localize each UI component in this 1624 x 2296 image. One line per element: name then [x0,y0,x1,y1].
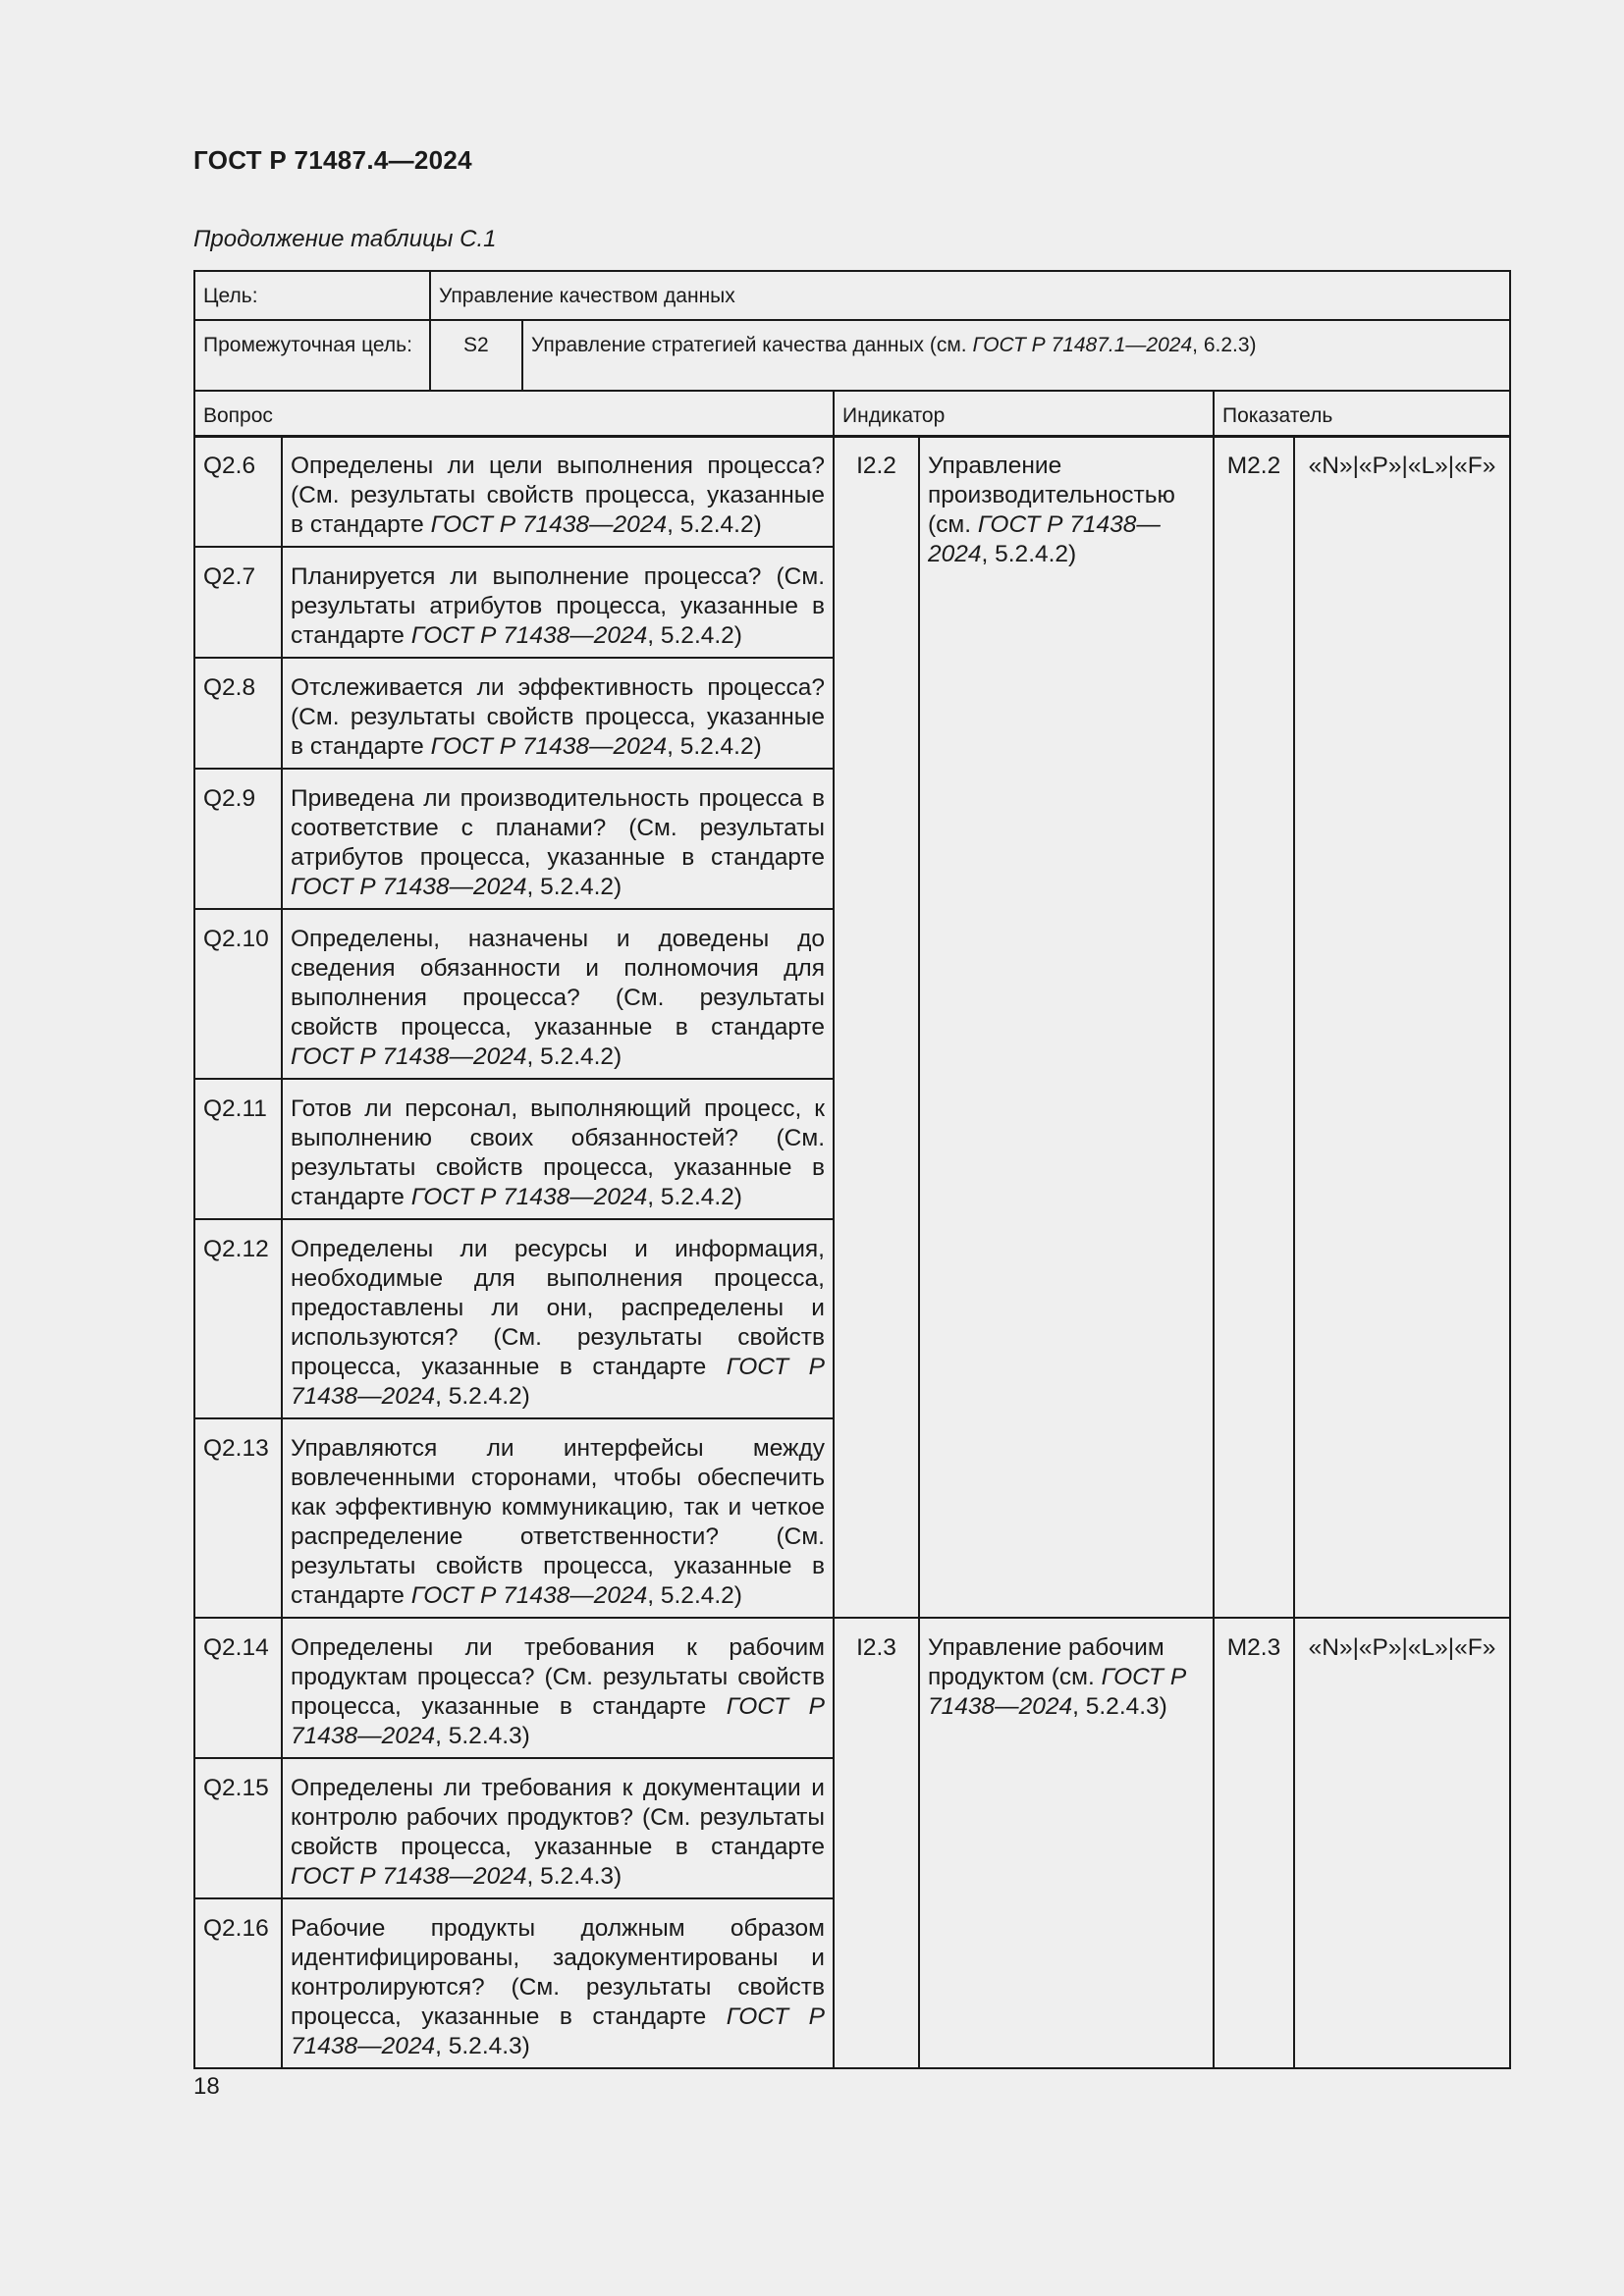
question-id: Q2.12 [194,1219,282,1418]
goal-value: Управление качеством данных [430,271,1510,320]
column-header-metric: Показатель [1214,391,1510,437]
question-text: Планируется ли выполнение процесса? (См. результаты атрибутов процесса, указанные в стандарте ГОСТ Р 71438—2024, 5.2.4.2) [282,547,834,658]
indicator-id: I2.3 [834,1618,919,2068]
question-text: Рабочие продукты должным образом идентифицированы, задокументированы и контролируются? (См. результаты свойств процесса, указанные в стандарте ГОСТ Р 71438—2024, 5.2.4.3) [282,1898,834,2068]
question-id: Q2.11 [194,1079,282,1219]
question-text: Управляются ли интерфейсы между вовлеченными сторонами, чтобы обеспечить как эффективную коммуникацию, так и четкое распределение ответственности? (См. результаты свойств процесса, указанные в стандарте ГОСТ Р 71438—2024, 5.2.4.2) [282,1418,834,1618]
metric-scale: «N»|«P»|«L»|«F» [1294,1618,1510,2068]
column-header-indicator: Индикатор [834,391,1214,437]
question-id: Q2.9 [194,769,282,909]
column-header-question: Вопрос [194,391,834,437]
subgoal-value: Управление стратегией качества данных (см. ГОСТ Р 71487.1—2024, 6.2.3) [522,320,1510,391]
question-text: Определены ли цели выполнения процесса? (См. результаты свойств процесса, указанные в стандарте ГОСТ Р 71438—2024, 5.2.4.2) [282,436,834,547]
question-text: Отслеживается ли эффективность процесса? (См. результаты свойств процесса, указанные в стандарте ГОСТ Р 71438—2024, 5.2.4.2) [282,658,834,769]
questions-table [193,435,1511,2069]
question-id: Q2.14 [194,1618,282,1758]
question-id: Q2.13 [194,1418,282,1618]
question-id: Q2.7 [194,547,282,658]
question-id: Q2.8 [194,658,282,769]
question-text: Готов ли персонал, выполняющий процесс, к выполнению своих обязанностей? (См. результаты свойств процесса, указанные в стандарте ГОСТ Р 71438—2024, 5.2.4.2) [282,1079,834,1219]
indicator-text: Управление рабочим продуктом (см. ГОСТ Р 71438—2024, 5.2.4.3) [919,1618,1214,2068]
subgoal-code: S2 [430,320,522,391]
metric-id: M2.2 [1214,436,1294,1618]
table-caption: Продолжение таблицы С.1 [193,226,497,252]
table-header-block [193,270,1511,438]
table-row [194,1618,1510,1758]
question-text: Определены ли ресурсы и информация, необходимые для выполнения процесса, предоставлены ли они, распределены и используются? (См. результаты свойств процесса, указанные в стандарте ГОСТ Р 71438—2024, 5.2.4.2) [282,1219,834,1418]
indicator-id: I2.2 [834,436,919,1618]
question-id: Q2.16 [194,1898,282,2068]
page-number: 18 [193,2073,220,2100]
question-text: Определены, назначены и доведены до сведения обязанности и полномочия для выполнения процесса? (См. результаты свойств процесса, указанные в стандарте ГОСТ Р 71438—2024, 5.2.4.2) [282,909,834,1079]
indicator-text: Управление производительностью (см. ГОСТ Р 71438—2024, 5.2.4.2) [919,436,1214,1618]
question-id: Q2.6 [194,436,282,547]
document-title: ГОСТ Р 71487.4—2024 [193,145,472,175]
metric-scale: «N»|«P»|«L»|«F» [1294,436,1510,1618]
table-row [194,436,1510,547]
question-text: Определены ли требования к документации и контролю рабочих продуктов? (См. результаты свойств процесса, указанные в стандарте ГОСТ Р 71438—2024, 5.2.4.3) [282,1758,834,1898]
question-text: Определены ли требования к рабочим продуктам процесса? (См. результаты свойств процесса, указанные в стандарте ГОСТ Р 71438—2024, 5.2.4.3) [282,1618,834,1758]
question-id: Q2.10 [194,909,282,1079]
question-text: Приведена ли производительность процесса в соответствие с планами? (См. результаты атрибутов процесса, указанные в стандарте ГОСТ Р 71438—2024, 5.2.4.2) [282,769,834,909]
question-id: Q2.15 [194,1758,282,1898]
subgoal-label: Промежуточная цель: [194,320,430,391]
goal-label: Цель: [194,271,430,320]
metric-id: M2.3 [1214,1618,1294,2068]
